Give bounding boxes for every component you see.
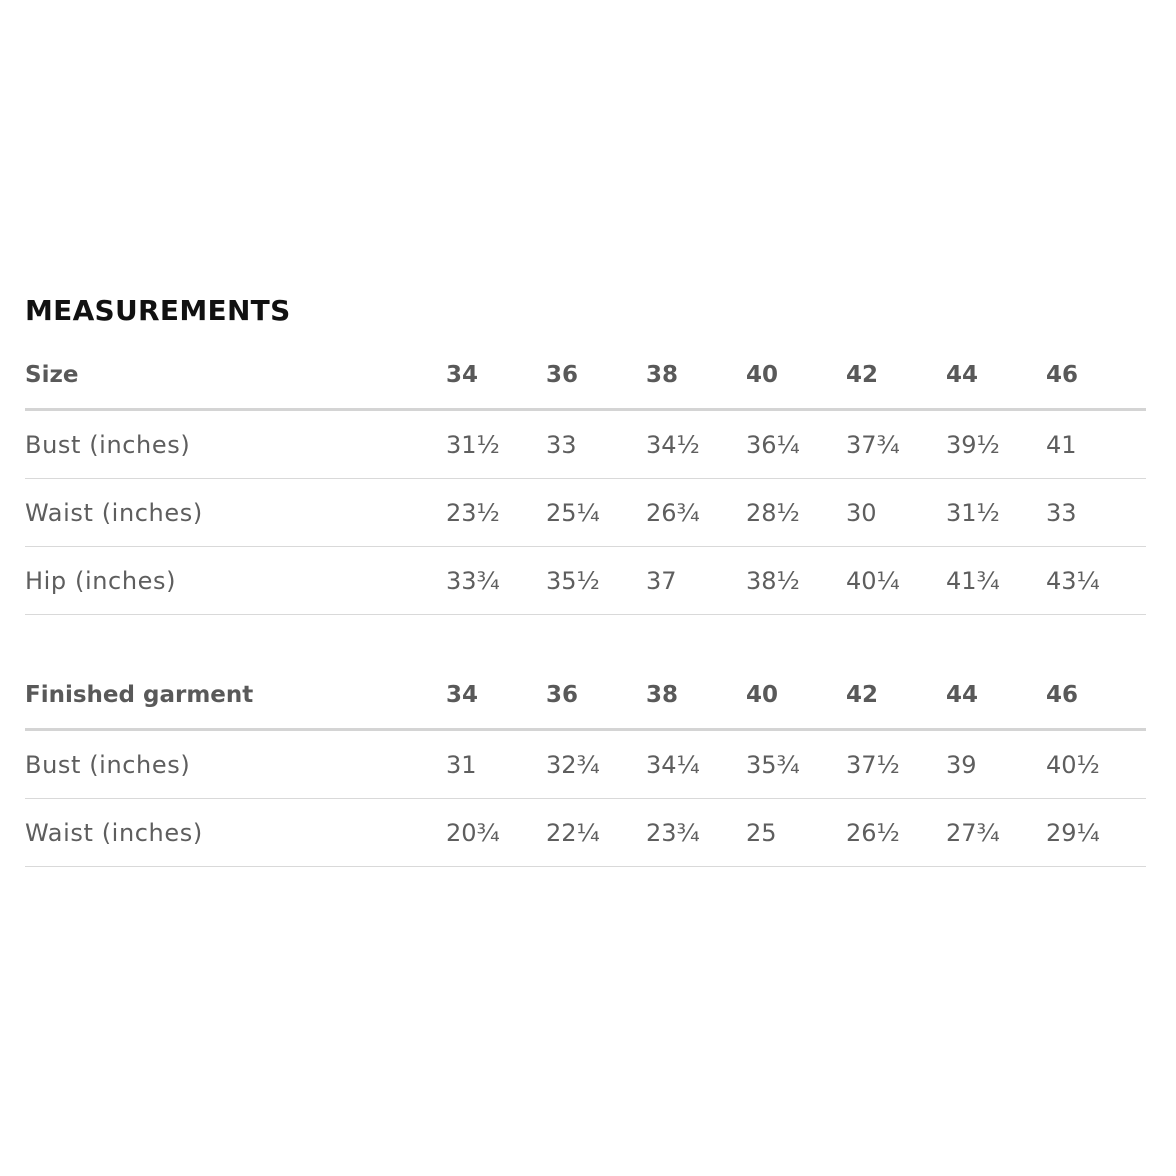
table-cell: 27¾ [946,799,1046,867]
table-cell: 39½ [946,410,1046,479]
table-cell: 38½ [746,547,846,615]
table-cell: 40¼ [846,547,946,615]
table-row [25,799,1146,867]
table-cell: 37 [646,547,746,615]
table-cell: 41¾ [946,547,1046,615]
table-row [25,547,1146,615]
size-header: 46 [1046,661,1146,730]
table-cell: 33¾ [446,547,546,615]
header-label: Finished garment [25,661,446,730]
table-cell: 35½ [546,547,646,615]
row-label: Waist (inches) [25,799,446,867]
table-row [25,479,1146,547]
table-cell: 31½ [446,410,546,479]
row-label: Bust (inches) [25,410,446,479]
table-cell: 41 [1046,410,1146,479]
size-header: 42 [846,661,946,730]
size-header: 44 [946,661,1046,730]
size-header: 40 [746,341,846,410]
row-label: Bust (inches) [25,730,446,799]
table-cell: 30 [846,479,946,547]
size-header: 34 [446,661,546,730]
table-cell: 23½ [446,479,546,547]
header-label: Size [25,341,446,410]
table-cell: 26½ [846,799,946,867]
table-cell: 32¾ [546,730,646,799]
table-cell: 34¼ [646,730,746,799]
table-cell: 31½ [946,479,1046,547]
row-label: Waist (inches) [25,479,446,547]
table-cell: 28½ [746,479,846,547]
table-cell: 29¼ [1046,799,1146,867]
page-title: MEASUREMENTS [25,294,291,327]
table-cell: 37¾ [846,410,946,479]
size-header: 36 [546,341,646,410]
table-cell: 36¼ [746,410,846,479]
size-header: 38 [646,661,746,730]
table-row [25,730,1146,799]
table-header-row [25,341,1146,410]
body-measurements-table [25,341,1146,615]
row-label: Hip (inches) [25,547,446,615]
size-header: 40 [746,661,846,730]
table-cell: 33 [1046,479,1146,547]
table-row [25,410,1146,479]
size-header: 36 [546,661,646,730]
table-cell: 33 [546,410,646,479]
size-header: 38 [646,341,746,410]
table-cell: 22¼ [546,799,646,867]
table-cell: 37½ [846,730,946,799]
table-header-row [25,661,1146,730]
size-header: 34 [446,341,546,410]
size-header: 44 [946,341,1046,410]
table-cell: 25¼ [546,479,646,547]
finished-garment-table [25,661,1146,867]
table-cell: 26¾ [646,479,746,547]
table-cell: 40½ [1046,730,1146,799]
size-header: 42 [846,341,946,410]
table-cell: 25 [746,799,846,867]
size-header: 46 [1046,341,1146,410]
table-cell: 20¾ [446,799,546,867]
table-cell: 23¾ [646,799,746,867]
table-cell: 34½ [646,410,746,479]
table-cell: 35¾ [746,730,846,799]
table-cell: 43¼ [1046,547,1146,615]
table-cell: 31 [446,730,546,799]
table-cell: 39 [946,730,1046,799]
